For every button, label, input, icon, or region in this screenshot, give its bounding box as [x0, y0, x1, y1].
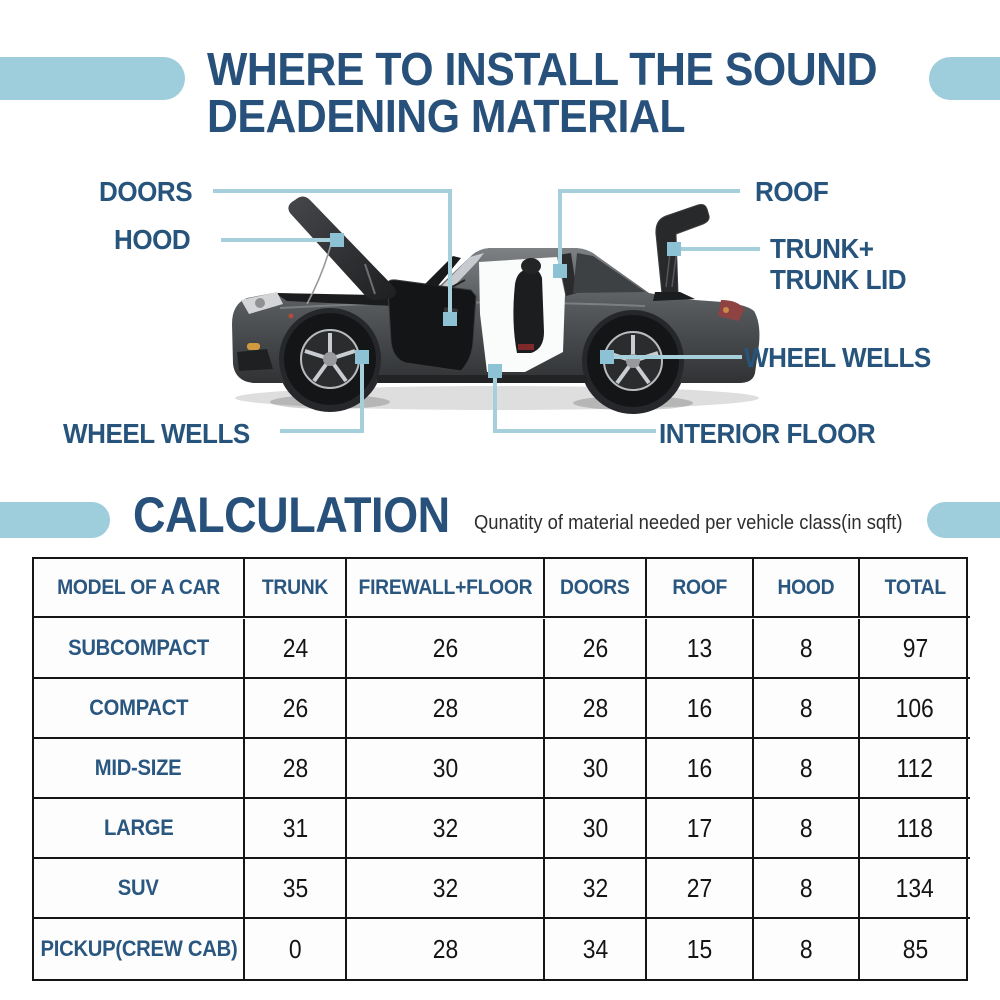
col-header-doors: DOORS: [545, 559, 647, 618]
row-label: MID-SIZE: [34, 739, 245, 799]
doors-marker-square: [443, 312, 457, 326]
col-header-roof: ROOF: [647, 559, 754, 618]
cell: 27: [647, 859, 754, 919]
roof-leader-line-h: [560, 189, 740, 193]
cell: 31: [245, 799, 347, 859]
roof-leader-line-v: [558, 189, 562, 269]
rocker-panel: [377, 375, 587, 383]
trunk-marker-square: [667, 242, 681, 256]
cell: 17: [647, 799, 754, 859]
cell: 35: [245, 859, 347, 919]
doors-leader-line-v: [448, 189, 452, 317]
car-illustration-svg: [225, 192, 775, 420]
cell: 8: [754, 739, 860, 799]
cell: 26: [545, 619, 647, 679]
car-illustration: [225, 192, 775, 420]
row-label: COMPACT: [34, 679, 245, 739]
seatbelt-buckle: [518, 344, 534, 350]
cell: 16: [647, 739, 754, 799]
doors-label: DOORS: [99, 176, 193, 207]
page-title-line2: DEADENING MATERIAL: [207, 90, 686, 142]
hood-leader-line: [221, 238, 334, 242]
cell: 8: [754, 919, 860, 979]
open-hood: [288, 197, 396, 301]
cell: 0: [245, 919, 347, 979]
cell: 24: [245, 619, 347, 679]
calc-accent-bar-left: [0, 502, 110, 538]
cell: 32: [347, 859, 545, 919]
doors-leader-line-h: [213, 189, 452, 193]
calc-accent-bar-right: [927, 502, 1000, 538]
row-label: PICKUP(CREW CAB): [34, 919, 245, 979]
cell-total: 112: [860, 739, 970, 799]
cell: 30: [347, 739, 545, 799]
col-header-firewall-floor: FIREWALL+FLOOR: [347, 559, 545, 618]
header-accent-bar-left: [0, 57, 185, 100]
row-label: SUBCOMPACT: [34, 619, 245, 679]
taillight-amber: [723, 307, 729, 313]
cell: 16: [647, 679, 754, 739]
cell-total: 106: [860, 679, 970, 739]
cell: 32: [347, 799, 545, 859]
front-seat: [513, 269, 544, 353]
cell: 28: [545, 679, 647, 739]
interior-floor-marker-square: [488, 364, 502, 378]
headlight-lens: [255, 298, 265, 308]
cell-total: 134: [860, 859, 970, 919]
cell: 26: [245, 679, 347, 739]
cell: 28: [347, 679, 545, 739]
hood-marker-square: [330, 233, 344, 247]
col-header-trunk: TRUNK: [245, 559, 347, 618]
cell: 13: [647, 619, 754, 679]
cell: 30: [545, 799, 647, 859]
trunk-label-line1: TRUNK+: [770, 233, 874, 264]
trunk-leader-line: [680, 247, 760, 251]
wheel-wells-right-leader-line: [612, 355, 742, 359]
cell: 8: [754, 679, 860, 739]
row-label: SUV: [34, 859, 245, 919]
trunk-label-line2: TRUNK LID: [770, 264, 907, 295]
cell: 26: [347, 619, 545, 679]
interior-floor-leader-line-h: [493, 429, 656, 433]
cell: 15: [647, 919, 754, 979]
cell-total: 118: [860, 799, 970, 859]
side-marker: [289, 314, 294, 319]
col-header-model: MODEL OF A CAR: [34, 559, 245, 618]
hood-label: HOOD: [114, 224, 191, 255]
cell: 28: [245, 739, 347, 799]
fog-light: [247, 343, 260, 350]
wheel-wells-right-marker-square: [600, 350, 614, 364]
headrest: [521, 258, 541, 274]
open-door: [387, 280, 476, 371]
page-title-line1: WHERE TO INSTALL THE SOUND: [207, 43, 878, 95]
cell: 32: [545, 859, 647, 919]
wheel-wells-left-marker-square: [355, 350, 369, 364]
wheel-wells-right-label: WHEEL WELLS: [744, 342, 931, 373]
cell-total: 85: [902, 933, 928, 964]
page-title: [207, 43, 878, 142]
wheel-wells-left-label: WHEEL WELLS: [63, 418, 250, 449]
header-accent-bar-right: [929, 57, 1000, 100]
calculation-title: CALCULATION: [133, 487, 450, 543]
interior-floor-leader-line-v: [493, 372, 497, 433]
rear-quarter-glass: [573, 253, 645, 293]
roof-label: ROOF: [755, 176, 829, 207]
cell: 34: [545, 919, 647, 979]
col-header-hood: HOOD: [754, 559, 860, 618]
interior-floor-label: INTERIOR FLOOR: [659, 418, 876, 449]
cell: 28: [347, 919, 545, 979]
cell: 8: [754, 859, 860, 919]
calculation-subtitle: Qunatity of material needed per vehicle class(in sqft): [474, 512, 903, 534]
cell-total: 97: [860, 619, 970, 679]
trunk-label: [770, 233, 906, 295]
wheel-wells-left-leader-line-v: [360, 361, 364, 433]
front-intake: [237, 349, 273, 371]
roof-marker-square: [553, 264, 567, 278]
row-label: LARGE: [34, 799, 245, 859]
col-header-total: TOTAL: [860, 559, 970, 618]
cell: 8: [754, 619, 860, 679]
material-quantity-table: [32, 557, 968, 981]
wheel-wells-left-leader-line-h: [280, 429, 364, 433]
cell: 8: [754, 799, 860, 859]
cell: 30: [545, 739, 647, 799]
